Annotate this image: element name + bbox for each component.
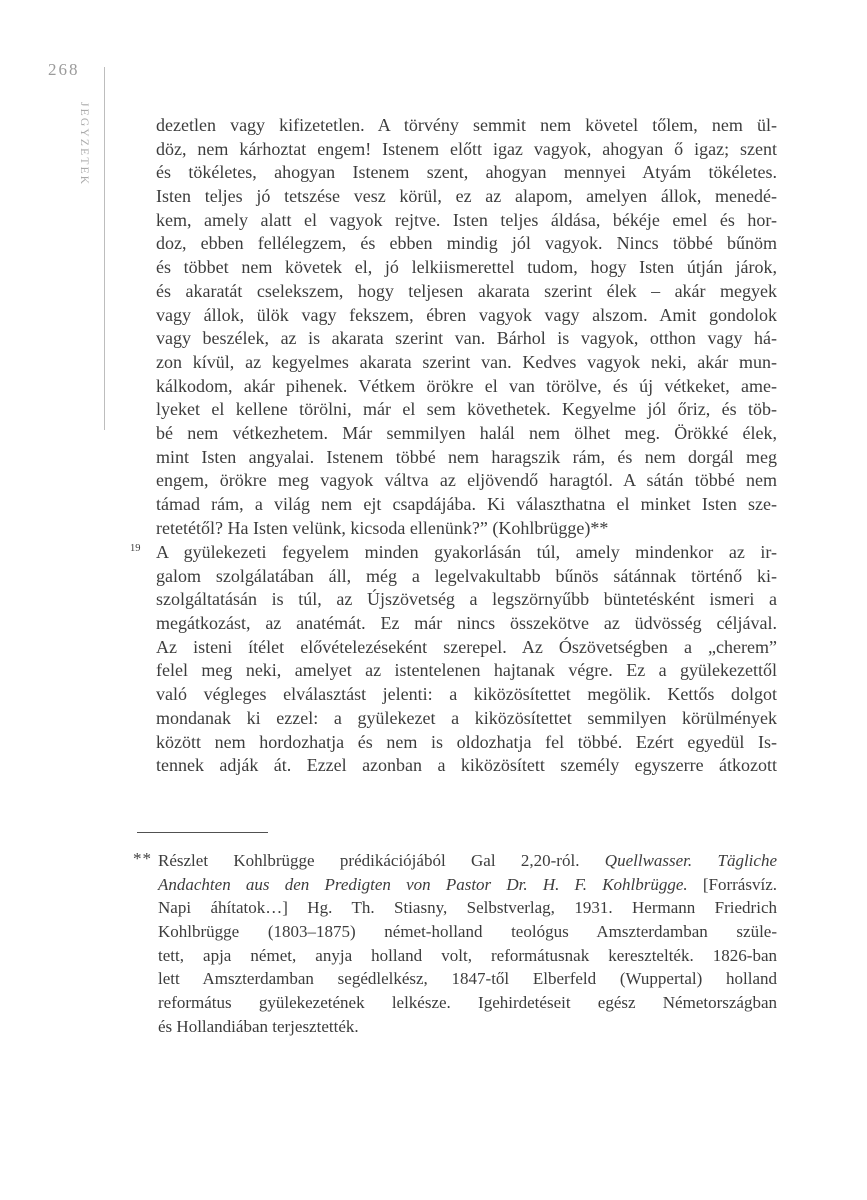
text-segment: vagy beszélek, az is akarata szerint van. Bárhol is vagyok, otthon vagy há- (156, 328, 777, 349)
text-segment: retetétől? Ha Isten velünk, kicsoda ellenünk?” (Kohlbrügge)** (156, 517, 609, 538)
text-line (156, 422, 777, 446)
text-segment: Isten teljes jó tetszése vesz körül, ez az alapom, amelyen állok, menedé- (156, 186, 777, 207)
text-line (156, 588, 777, 612)
text-segment: engem, örökre meg vagyok váltva az eljövendő haragtól. A sátán többé nem (156, 470, 777, 491)
note-19-paragraph (130, 541, 777, 778)
text-line (158, 920, 777, 944)
text-segment: és többet nem követek el, jó lelkiismerettel tudom, hogy Isten útján járok, (156, 257, 777, 278)
text-line (156, 351, 777, 375)
text-segment: között nem hordozhatja és nem is oldozhatja fel többé. Ezért egyedül Is- (156, 731, 777, 752)
text-line (156, 327, 777, 351)
text-segment: Részlet Kohlbrügge prédikációjából Gal 2,20-ról. (158, 851, 605, 870)
quote-paragraph (156, 114, 777, 540)
text-segment: zon kívül, az kegyelmes akarata szerint van. Kedves vagyok neki, akár mun- (156, 351, 777, 372)
text-line (156, 304, 777, 328)
text-line (156, 612, 777, 636)
text-segment: Az isteni ítélet elővételezéseként szerepel. Az Ószövetségben a „cherem” (156, 636, 777, 657)
text-segment: tett, apja német, anyja holland volt, reformátusnak keresztelték. 1826-ban (158, 945, 777, 965)
page-number: 268 (48, 60, 80, 79)
text-segment: mint Isten angyalai. Istenem többé nem haragszik rám, és nem dorgál meg (156, 446, 777, 467)
italic-text-segment: Andachten aus den Predigten von Pastor Dr. H. F. Kohlbrügge. (158, 874, 688, 894)
text-line (158, 849, 777, 873)
text-line (156, 469, 777, 493)
text-line (158, 896, 777, 920)
text-segment: és tökéletes, ahogyan Istenem szent, ahogyan mennyei Atyám tökéletes. (156, 162, 777, 183)
text-line (156, 446, 777, 470)
text-segment: való végleges elválasztást jelenti: a kiközösítettet megölik. Kettős dolgot (156, 684, 777, 705)
text-line (158, 944, 777, 968)
text-segment: A gyülekezeti fegyelem minden gyakorlásán túl, amely mindenkor az ir- (156, 542, 777, 562)
text-line (156, 683, 777, 707)
text-line (158, 1015, 777, 1039)
text-line (156, 731, 777, 755)
text-line (158, 967, 777, 991)
text-line (156, 161, 777, 185)
text-line (156, 754, 777, 778)
text-segment: mondanak ki ezzel: a gyülekezet a kiközösítettet semmilyen körülmények (156, 707, 777, 728)
text-segment: Napi áhítatok…] Hg. Th. Stiasny, Selbstverlag, 1931. Hermann Friedrich (158, 898, 777, 918)
text-line (156, 256, 777, 280)
margin-rule (104, 67, 105, 430)
text-segment: Kohlbrügge (1803–1875) német-holland teológus Amszterdamban szüle- (158, 922, 777, 942)
footnote-separator (137, 832, 268, 833)
text-line (156, 659, 777, 683)
text-segment: református gyülekezetének lelkésze. Igehirdetéseit egész Németországban (158, 993, 777, 1013)
text-line (156, 707, 777, 731)
text-line (156, 541, 777, 565)
text-segment: döz, nem kárhoztat engem! Istenem előtt igaz vagyok, ahogyan ő igaz; szent (156, 138, 777, 159)
text-line (156, 114, 777, 138)
text-segment: szolgáltatásán is túl, az Újszövetség a legszörnyűbb büntetésként ismeri a (156, 589, 777, 610)
text-segment: és Hollandiában terjesztették. (158, 1016, 359, 1036)
text-segment: lyeket el kellene törölni, már el sem követhetek. Kegyelme jól őriz, és töb- (156, 399, 777, 420)
footnote-block (133, 849, 777, 1039)
text-line (158, 873, 777, 897)
text-line (156, 209, 777, 233)
text-segment: támad rám, a világ nem ejt csapdájába. Ki választhatna el minket Isten sze- (156, 494, 777, 514)
text-segment: vagy állok, ülök vagy fekszem, ébren vagyok vagy alszom. Amit gondolok (156, 304, 777, 325)
text-segment: dezetlen vagy kifizetetlen. A törvény semmit nem követel tőlem, nem ül- (156, 115, 777, 135)
text-line (156, 138, 777, 162)
text-segment: felel meg neki, amelyet az istentelenen hajtanak végre. Ez a gyülekezettől (156, 660, 777, 681)
text-line (156, 565, 777, 589)
text-segment: galom szolgálatában áll, még a legelvakultabb bűnös sátánnak történő ki- (156, 565, 777, 586)
text-segment: és akaratát cselekszem, hogy teljesen akarata szerint élek – akár megyek (156, 280, 777, 301)
text-line (156, 517, 777, 541)
text-line (156, 185, 777, 209)
margin-section-label: JEGYZETEK (78, 102, 90, 187)
text-segment: megátkozást, az anatémát. Ez már nincs összekötve az üdvösség céljával. (156, 613, 777, 634)
text-line (156, 375, 777, 399)
text-line (156, 398, 777, 422)
text-segment: kálkodom, akár pihenek. Vétkem örökre el van törölve, és új vétkeket, ame- (156, 375, 777, 396)
text-segment: tennek adják át. Ezzel azonban a kiközösített személy egyszerre átkozott (156, 755, 777, 776)
text-line (156, 636, 777, 660)
footnote-ref-19: 19 (130, 543, 141, 554)
text-line (156, 280, 777, 304)
text-segment: kem, amely alatt el vagyok rejtve. Isten teljes áldása, békéje emel és hor- (156, 209, 777, 230)
text-line (156, 493, 777, 517)
text-line (156, 232, 777, 256)
text-segment: bé nem vétkezhetem. Már semmilyen halál nem ölhet meg. Örökké élek, (156, 422, 777, 443)
text-segment: doz, ebben fellélegzem, és ebben mindig jól vagyok. Nincs többé bűnöm (156, 233, 777, 254)
text-segment: [Forrásvíz. (687, 874, 777, 894)
footnote-marker: ** (133, 849, 152, 868)
text-segment: lett Amszterdamban segédlelkész, 1847-től Elberfeld (Wuppertal) holland (158, 969, 777, 989)
text-line (158, 991, 777, 1015)
italic-text-segment: Quellwasser. Tägliche (604, 851, 777, 870)
